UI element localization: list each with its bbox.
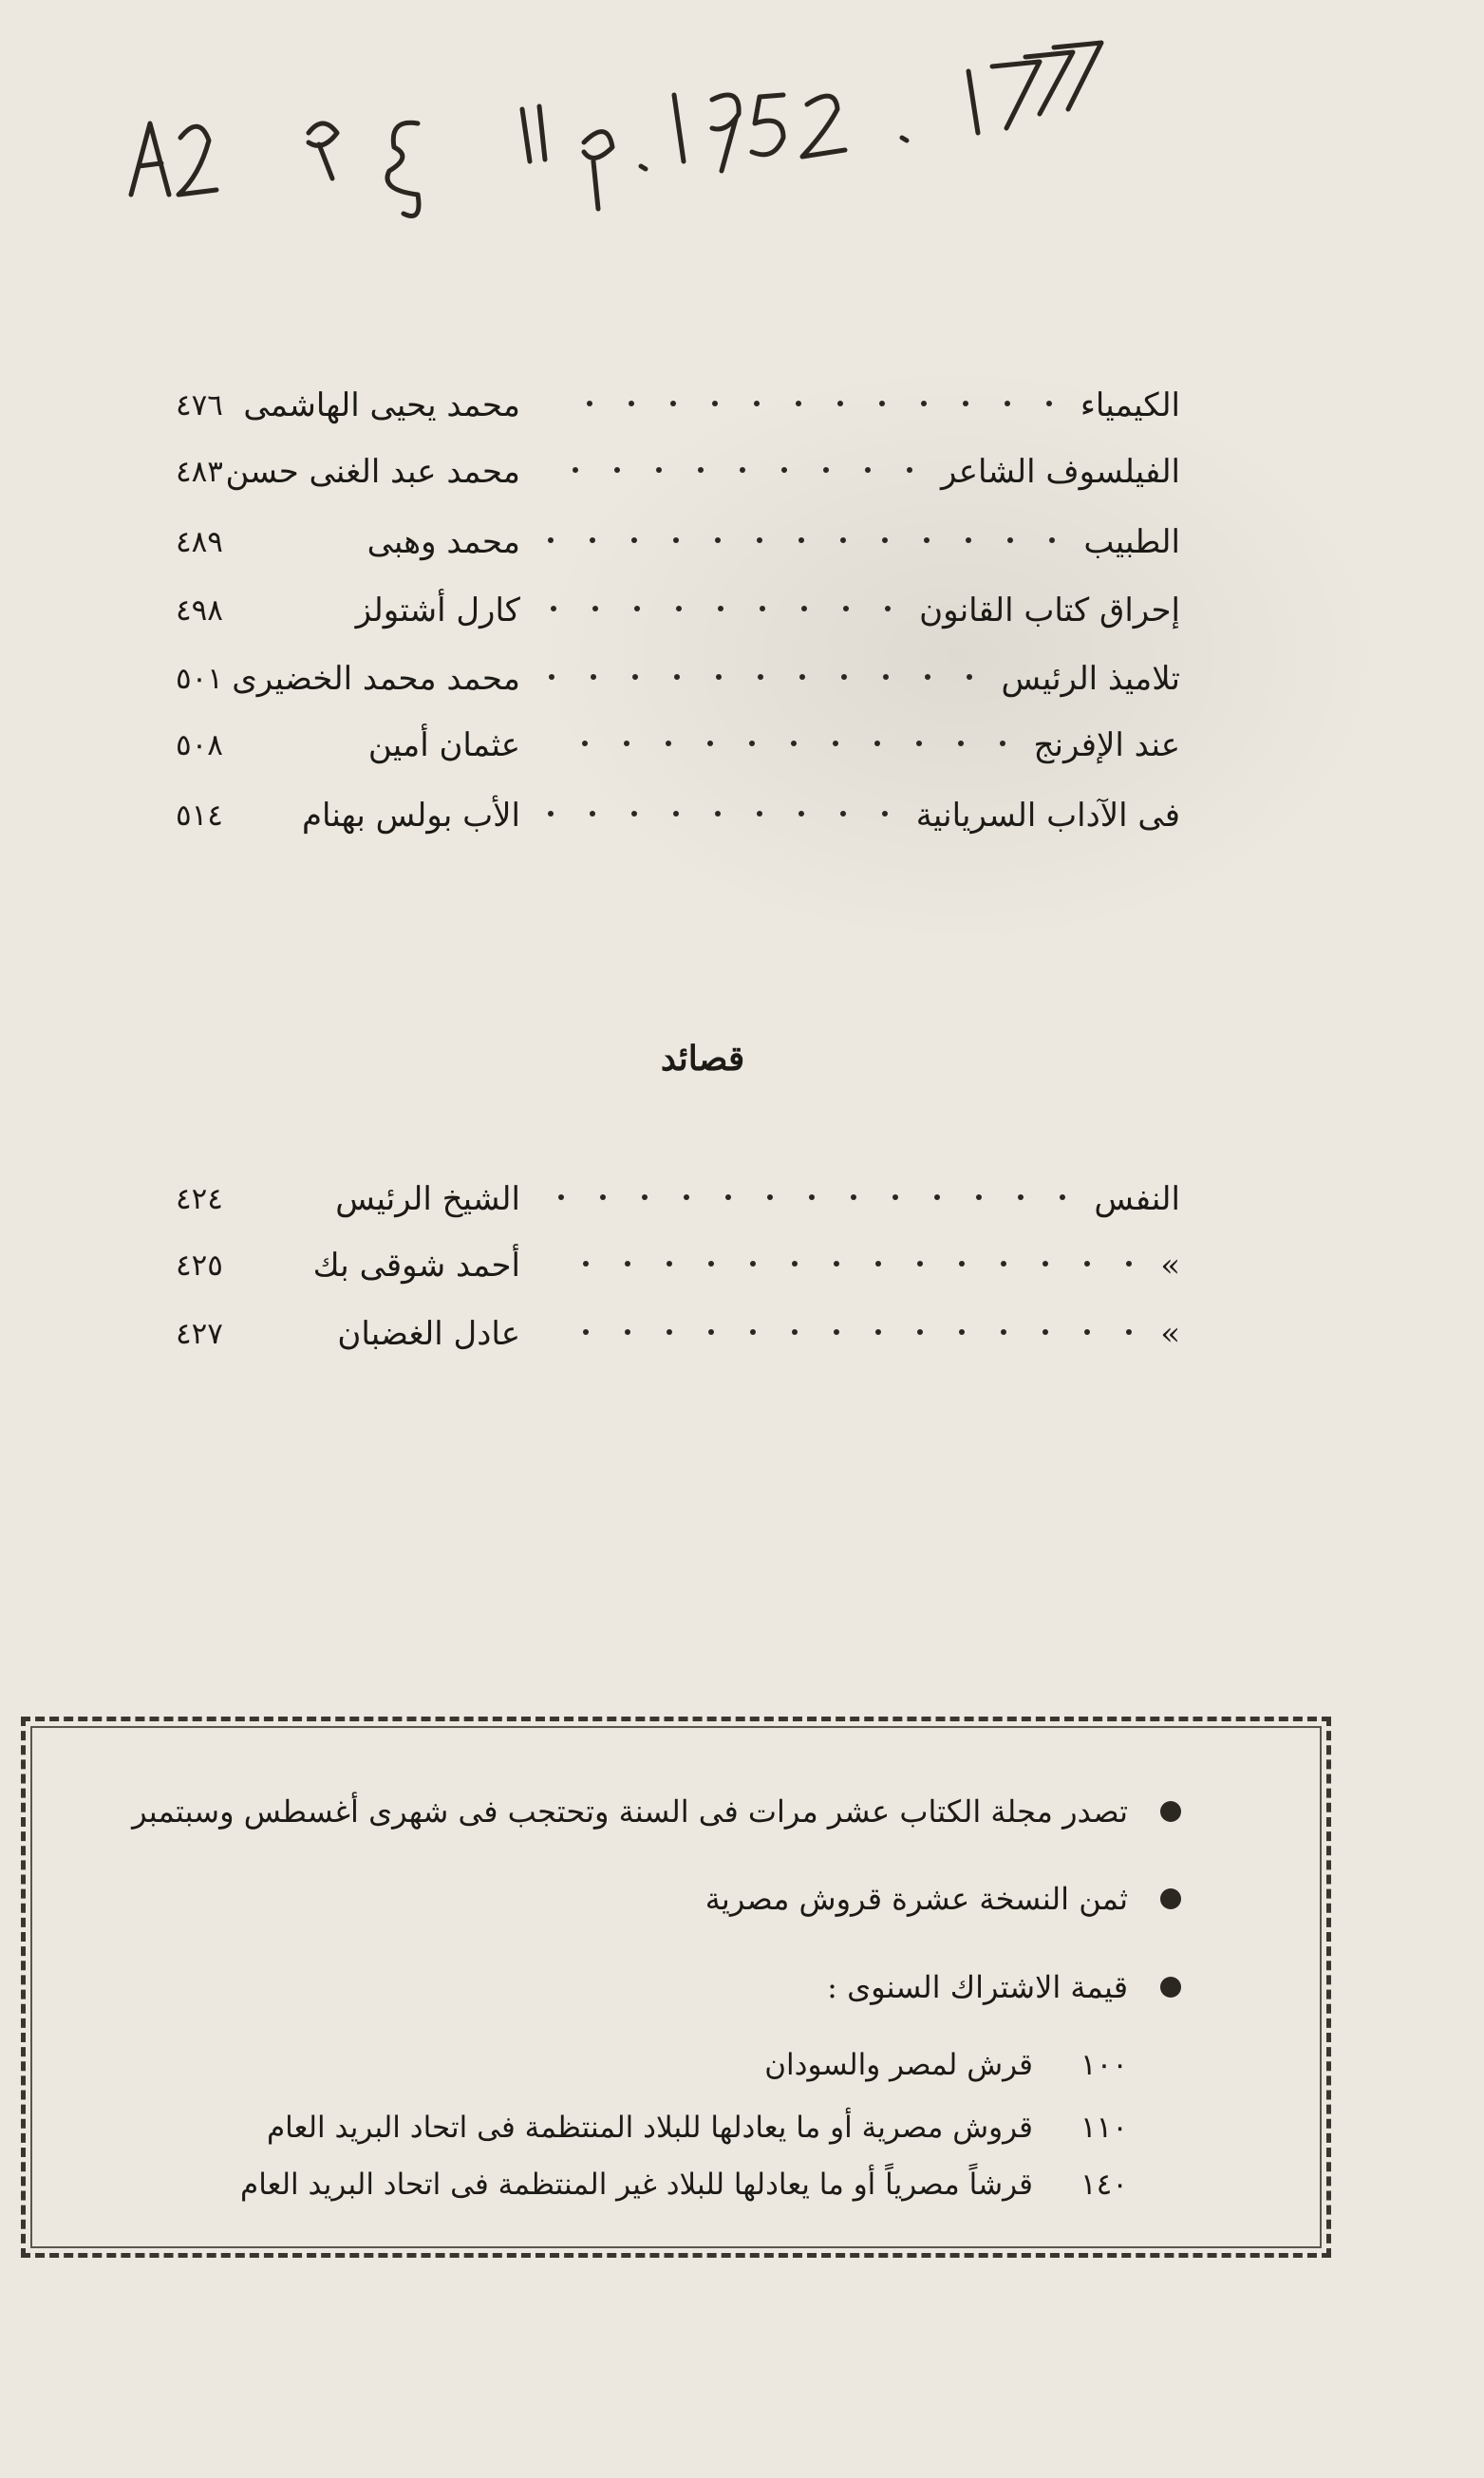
dot-leader [546, 1261, 1134, 1280]
leader-dot [712, 401, 718, 406]
entry-page-number: ٥٠١ [176, 662, 223, 696]
leader-dot [632, 674, 638, 680]
entry-title: إحراق كتاب القانون [919, 591, 1180, 629]
dot-leader [546, 1329, 1134, 1348]
entry-author: محمد عبد الغنى حسن [225, 453, 520, 491]
notice-text: قيمة الاشتراك السنوى : [827, 1969, 1128, 2005]
entry-title: الفيلسوف الشاعر [940, 453, 1180, 491]
bullet-icon [1160, 1977, 1181, 1998]
leader-dot [781, 467, 787, 473]
leader-dot [740, 467, 745, 473]
leader-dot [670, 401, 676, 406]
bullet-icon [1160, 1801, 1181, 1822]
leader-dot [558, 1194, 564, 1200]
dot-leader [546, 606, 892, 625]
leader-dot [757, 537, 762, 543]
leader-dot [1126, 1329, 1132, 1335]
leader-dot [587, 401, 592, 406]
fee-description: قروش مصرية أو ما يعادلها للبلاد المنتظمة فى اتحاد البريد العام [266, 2111, 1033, 2145]
leader-dot [1018, 1194, 1024, 1200]
poem-title: النفس [1094, 1180, 1180, 1218]
leader-dot [925, 674, 930, 680]
leader-dot [715, 537, 721, 543]
fee-row [0, 2157, 1484, 2212]
toc-row [0, 712, 1484, 779]
leader-dot [684, 1194, 689, 1200]
leader-dot [760, 606, 765, 611]
entry-author: محمد محمد الخضيرى [232, 660, 520, 698]
leader-dot [1049, 537, 1055, 543]
notice-text: تصدر مجلة الكتاب عشر مرات فى السنة وتحتجب فى شهرى أغسطس وسبتمبر [132, 1793, 1128, 1830]
leader-dot [837, 401, 843, 406]
leader-dot [885, 606, 891, 611]
toc-row [0, 372, 1484, 439]
entry-author: محمد وهبى [366, 523, 520, 561]
leader-dot [666, 741, 671, 746]
leader-dot [667, 1329, 672, 1335]
leader-dot [673, 811, 679, 817]
entry-page-number: ٥٠٨ [176, 728, 223, 762]
leader-dot [792, 1329, 798, 1335]
leader-dot [642, 1194, 648, 1200]
leader-dot [809, 1194, 815, 1200]
leader-dot [865, 467, 871, 473]
leader-dot [841, 674, 847, 680]
leader-dot [583, 1329, 589, 1335]
dot-leader [546, 537, 1057, 556]
entry-title: فى الآداب السريانية [915, 797, 1180, 835]
leader-dot [631, 811, 637, 817]
leader-dot [614, 467, 620, 473]
fee-description: قرشاً مصرياً أو ما يعادلها للبلاد غير المنتظمة فى اتحاد البريد العام [240, 2168, 1033, 2202]
leader-dot [958, 741, 964, 746]
leader-dot [750, 1329, 756, 1335]
leader-dot [725, 1194, 731, 1200]
leader-dot [673, 537, 679, 543]
leader-dot [916, 741, 922, 746]
poem-row [0, 1301, 1484, 1367]
toc-row [0, 577, 1484, 644]
leader-dot [882, 537, 888, 543]
dot-leader [546, 1194, 1067, 1213]
poem-author: عادل الغضبان [337, 1315, 520, 1353]
leader-dot [716, 674, 722, 680]
leader-dot [833, 741, 838, 746]
leader-dot [715, 811, 721, 817]
leader-dot [583, 1261, 589, 1267]
leader-dot [676, 606, 682, 611]
dot-leader [546, 467, 914, 486]
leader-dot [1043, 1329, 1048, 1335]
leader-dot [667, 1261, 672, 1267]
fee-amount: ١١٠ [1080, 2111, 1128, 2145]
leader-dot [959, 1261, 965, 1267]
section-heading-poems: قصائد [660, 1039, 745, 1079]
leader-dot [634, 606, 640, 611]
notice-item-frequency [0, 1783, 1484, 1840]
notice-item-price [0, 1870, 1484, 1927]
leader-dot [698, 467, 704, 473]
leader-dot [796, 401, 801, 406]
poem-page-number: ٤٢٥ [176, 1248, 223, 1283]
entry-page-number: ٤٧٦ [176, 388, 223, 422]
leader-dot [631, 537, 637, 543]
leader-dot [591, 674, 596, 680]
leader-dot [757, 811, 762, 817]
leader-dot [1001, 1261, 1006, 1267]
leader-dot [674, 674, 680, 680]
handwritten-annotation [104, 19, 1149, 218]
leader-dot [924, 537, 930, 543]
leader-dot [625, 1261, 630, 1267]
poem-author: الشيخ الرئيس [335, 1180, 520, 1218]
leader-dot [1084, 1261, 1090, 1267]
leader-dot [801, 606, 807, 611]
entry-page-number: ٤٩٨ [176, 593, 223, 628]
entry-title: عند الإفرنج [1033, 726, 1180, 764]
fee-row [0, 2100, 1484, 2155]
leader-dot [959, 1329, 965, 1335]
leader-dot [708, 1329, 714, 1335]
leader-dot [600, 1194, 606, 1200]
entry-page-number: ٥١٤ [176, 798, 223, 833]
leader-dot [883, 674, 889, 680]
bullet-icon [1160, 1888, 1181, 1909]
leader-dot [767, 1194, 773, 1200]
leader-dot [1000, 741, 1005, 746]
leader-dot [798, 537, 804, 543]
leader-dot [1005, 401, 1010, 406]
entry-author: محمد يحيى الهاشمى [243, 386, 520, 424]
leader-dot [1007, 537, 1013, 543]
leader-dot [921, 401, 927, 406]
leader-dot [1084, 1329, 1090, 1335]
leader-dot [874, 741, 880, 746]
dot-leader [546, 811, 890, 830]
leader-dot [1060, 1194, 1065, 1200]
ditto-mark: « [1160, 1315, 1180, 1353]
leader-dot [592, 606, 598, 611]
leader-dot [1046, 401, 1052, 406]
leader-dot [549, 674, 554, 680]
entry-page-number: ٤٨٩ [176, 525, 223, 559]
poem-page-number: ٤٢٧ [176, 1317, 223, 1351]
leader-dot [590, 537, 595, 543]
leader-dot [875, 1329, 881, 1335]
leader-dot [892, 1194, 898, 1200]
leader-dot [823, 467, 829, 473]
leader-dot [1001, 1329, 1006, 1335]
leader-dot [843, 606, 849, 611]
toc-row [0, 439, 1484, 505]
leader-dot [834, 1329, 839, 1335]
leader-dot [573, 467, 578, 473]
leader-dot [907, 467, 912, 473]
leader-dot [840, 811, 846, 817]
leader-dot [718, 606, 723, 611]
leader-dot [749, 741, 755, 746]
leader-dot [882, 811, 888, 817]
leader-dot [917, 1261, 923, 1267]
leader-dot [754, 401, 760, 406]
fee-amount: ١٠٠ [1080, 2048, 1128, 2082]
entry-title: الطبيب [1083, 523, 1180, 561]
toc-row [0, 646, 1484, 712]
toc-row [0, 509, 1484, 575]
dot-leader [546, 401, 1054, 420]
leader-dot [879, 401, 885, 406]
leader-dot [656, 467, 662, 473]
poem-page-number: ٤٢٤ [176, 1182, 223, 1216]
fee-row [0, 2037, 1484, 2093]
leader-dot [758, 674, 763, 680]
leader-dot [551, 606, 556, 611]
leader-dot [1043, 1261, 1048, 1267]
notice-item-subscription [0, 1959, 1484, 2016]
leader-dot [750, 1261, 756, 1267]
leader-dot [798, 811, 804, 817]
leader-dot [834, 1261, 839, 1267]
dot-leader [546, 741, 1007, 760]
leader-dot [625, 1329, 630, 1335]
leader-dot [966, 537, 971, 543]
fee-amount: ١٤٠ [1080, 2168, 1128, 2202]
leader-dot [963, 401, 968, 406]
leader-dot [624, 741, 629, 746]
entry-page-number: ٤٨٣ [176, 455, 223, 489]
leader-dot [976, 1194, 982, 1200]
toc-row [0, 782, 1484, 849]
leader-dot [875, 1261, 881, 1267]
leader-dot [548, 537, 554, 543]
leader-dot [799, 674, 805, 680]
ditto-mark: « [1160, 1247, 1180, 1285]
leader-dot [917, 1329, 923, 1335]
leader-dot [708, 1261, 714, 1267]
fee-description: قرش لمصر والسودان [764, 2048, 1033, 2082]
leader-dot [840, 537, 846, 543]
leader-dot [1126, 1261, 1132, 1267]
entry-title: تلاميذ الرئيس [1001, 660, 1180, 698]
leader-dot [548, 811, 554, 817]
leader-dot [582, 741, 588, 746]
leader-dot [791, 741, 797, 746]
leader-dot [851, 1194, 856, 1200]
poem-row [0, 1166, 1484, 1232]
notice-text: ثمن النسخة عشرة قروش مصرية [704, 1881, 1128, 1917]
dot-leader [546, 674, 974, 693]
leader-dot [707, 741, 713, 746]
entry-title: الكيمياء [1080, 386, 1180, 424]
leader-dot [934, 1194, 940, 1200]
leader-dot [590, 811, 595, 817]
leader-dot [629, 401, 634, 406]
poem-row [0, 1232, 1484, 1299]
leader-dot [792, 1261, 798, 1267]
poem-author: أحمد شوقى بك [312, 1247, 520, 1285]
entry-author: الأب بولس بهنام [302, 797, 520, 835]
entry-author: كارل أشتولز [355, 591, 520, 629]
entry-author: عثمان أمين [367, 726, 520, 764]
leader-dot [967, 674, 972, 680]
